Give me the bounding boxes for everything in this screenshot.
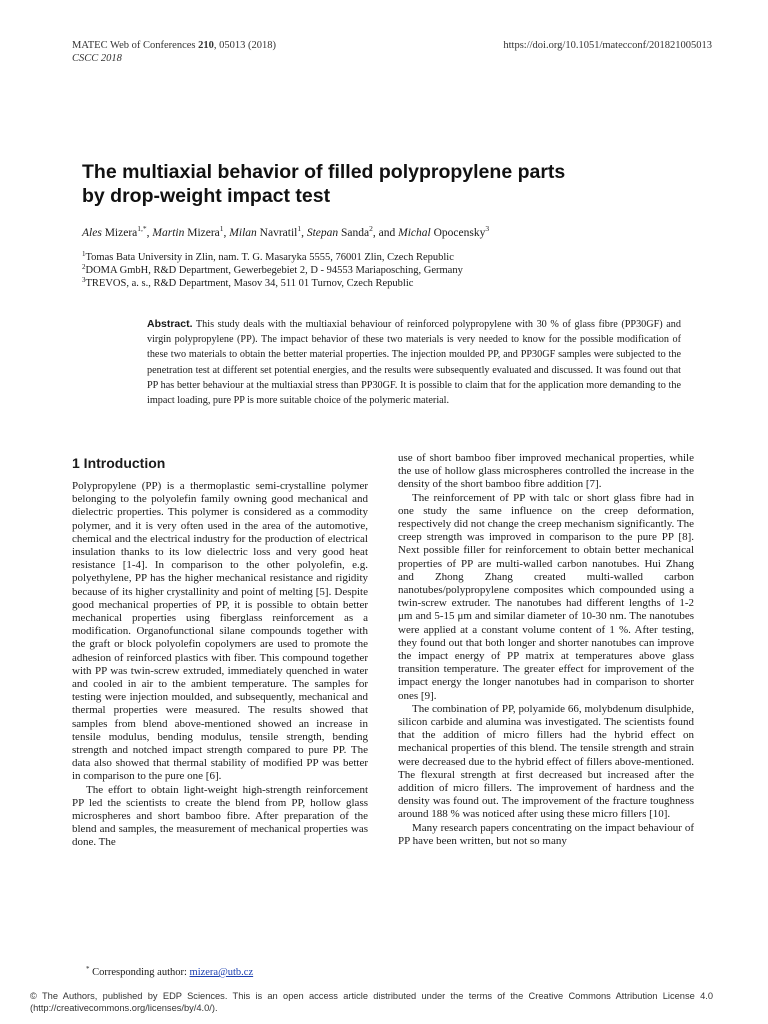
journal-volume: 210 <box>198 40 214 51</box>
footnote-mark: * <box>86 965 90 973</box>
paper-title-line-2: by drop-weight impact test <box>82 185 331 207</box>
paper-title-line-1: The multiaxial behavior of filled polypropylene parts <box>82 161 566 183</box>
left-column <box>72 452 368 850</box>
corresponding-author-footnote <box>86 966 253 979</box>
body-paragraph: The effort to obtain light-weight high-strength reinforcement PP led the scientists to create the blend from PP, hollow glass microspheres and short bamboo fibre. After preparation of the blend and samples, the measurement of mechanical properties was done. The <box>72 783 368 849</box>
body-paragraph: use of short bamboo fiber improved mechanical properties, while the use of hollow glass microspheres controlled the increase in the density of the short bamboo fibre addition [7]. <box>398 452 694 491</box>
body-paragraph: Many research papers concentrating on the impact behaviour of PP have been written, but not so many <box>398 821 694 847</box>
author-last-name: Mizera <box>184 227 220 239</box>
affiliation-text: DOMA GmbH, R&D Department, Gewerbegebiet 2, D - 94553 Mariaposching, Germany <box>85 265 463 276</box>
author-last-name: Opocensky <box>430 227 486 239</box>
author-first-name: Michal <box>398 227 431 239</box>
author-name <box>229 224 302 239</box>
right-column <box>398 452 694 848</box>
author-last-name: Sanda <box>338 227 370 239</box>
author-last-name: Navratil <box>256 227 298 239</box>
author-first-name: Ales <box>82 227 102 239</box>
author-affiliation-mark: 2 <box>369 224 373 233</box>
footnote-label: Corresponding author: <box>89 967 190 978</box>
body-paragraph: The combination of PP, polyamide 66, molybdenum disulphide, silicon carbide and alumina was investigated. The scientists found that the addition of micro fillers had the hybrid effect on mechanical properties of this blend. The tensile strength and strain were decreased due to the hybrid effect of fillers above-mentioned. The flexural strength at first decreased but increased after the addition of micro fillers. The improvement of hardness and the density was found out. The improvement of the fracture toughness around 188 % was noticed after using these micro fillers [10]. <box>398 702 694 821</box>
author-name <box>82 224 147 239</box>
author-separator: , <box>301 227 307 239</box>
running-header <box>72 39 276 65</box>
abstract-label: Abstract. <box>147 318 193 330</box>
author-separator: , and <box>372 227 399 239</box>
affiliation-2 <box>82 264 682 277</box>
author-affiliation-mark: 1,* <box>137 224 147 233</box>
affiliation-number: 2 <box>82 263 86 271</box>
abstract-text: This study deals with the multiaxial behaviour of reinforced polypropylene with 30 % of glass fibre (PP30GF) and virgin polypropylene (PP). The impact behavior of these two materials is very needed to know for the possible modification of these two materials to obtain the better material properties. The injection moulded PP, and PP30GF samples were subjected to the penetration test at different set potential energies, and the results were subsequently evaluated and discussed. It was found out that PP has better behaviour at the multiaxial stress than PP30GF. It is possible to claim that for the application more demanding to the impact loading, pure PP is more suitable choice of the polymeric material. <box>147 319 681 407</box>
author-first-name: Stepan <box>306 227 339 239</box>
affiliation-3 <box>82 277 682 290</box>
author-affiliation-mark: 3 <box>485 224 490 233</box>
license-notice: © The Authors, published by EDP Sciences. This is an open access article distributed under the terms of the Creative Commons Attribution License 4.0 (http://creativecommons.org/licenses/by/4.0/). <box>30 991 713 1013</box>
affiliation-number: 1 <box>82 250 86 258</box>
author-name <box>398 224 490 239</box>
author-last-name: Mizera <box>101 227 138 239</box>
author-affiliation-mark: 1 <box>219 224 224 233</box>
conference-name: CSCC 2018 <box>72 53 122 64</box>
author-separator: , <box>146 227 153 239</box>
affiliation-number: 3 <box>82 276 86 284</box>
paper-title <box>82 160 702 208</box>
body-paragraph: Polypropylene (PP) is a thermoplastic semi-crystalline polymer belonging to the polyolefin family owning good mechanical and dielectric properties. This polymer is considered as a commodity polymer, and it is very often used in the area of the automotive, chemical and the electrical industry for the production of electrical insulation thanks to its low dielectric loss and very good heat resistance [1-4]. In comparison to the other polyolefin, e.g. polyethylene, PP has the higher mechanical resistance and rigidity because of its higher crystallinity and point of melting [5]. Despite good mechanical properties of PP, it is possible to obtain better mechanical properties using fiberglass reinforcement as a modification. Organofunctional silane compounds together with the graft or block polyolefin copolymers are used to promote the adhesion of reinforced plastics with fiber. This compound together with PP was twin-screw extruded, immediately quenched in water and cooled in air to the ambient temperature. The samples for testing were injection moulded, and subsequently, mechanical and thermal properties were measured. The results showed that samples from blend above-mentioned showed an increase in tensile modulus, bending modulus, tensile strength, bending strength and notched impact strength compared to pure PP. The data also showed that thermal stability of modified PP was better in comparison to the pure one [6]. <box>72 480 368 783</box>
affiliation-text: TREVOS, a. s., R&D Department, Masov 34, 511 01 Turnov, Czech Republic <box>85 278 414 289</box>
affiliation-text: Tomas Bata University in Zlin, nam. T. G. Masaryka 5555, 76001 Zlin, Czech Republic <box>85 252 454 263</box>
author-affiliation-mark: 1 <box>297 224 302 233</box>
journal-citation <box>72 39 276 52</box>
doi-link[interactable]: https://doi.org/10.1051/matecconf/201821005013 <box>503 40 712 51</box>
affiliation-1 <box>82 251 682 264</box>
author-email-link[interactable]: mizera@utb.cz <box>189 967 254 978</box>
body-paragraph: The reinforcement of PP with talc or short glass fibre had in one study the same influence on the creep deformation, respectively did not change the creep mechanism significantly. The creep strength was improved in comparison to the pure PP [8]. Next possible filler for reinforcement to obtain better mechanical properties of PP are multi-walled carbon nanotubes. Hui Zhang and Zhong Zhang created multi-walled carbon nanotubes/polypropylene composites which compounded using a twin-screw extruder. The nanotubes had different lengths of 1-2 μm and 5-15 μm and similar diameter of 10-30 nm. The nanotubes were applied at a constant volume content of 1 %. After testing, they found out that both longer and shorter nanotubes can improve the impact energy of PP matrix at temperatures above glass transition temperature. The greater effect for improvement of the impact energy the longer nanotubes had in comparison to shorter ones [9]. <box>398 491 694 702</box>
author-first-name: Martin <box>152 227 185 239</box>
author-first-name: Milan <box>229 227 257 239</box>
author-separator: , <box>223 227 230 239</box>
article-number: , 05013 (2018) <box>213 40 276 51</box>
section-heading: 1 Introduction <box>72 455 166 471</box>
abstract <box>147 317 681 408</box>
author-list <box>82 226 489 240</box>
author-name <box>306 224 373 239</box>
author-name <box>152 224 224 239</box>
journal-name: MATEC Web of Conferences <box>72 40 199 51</box>
